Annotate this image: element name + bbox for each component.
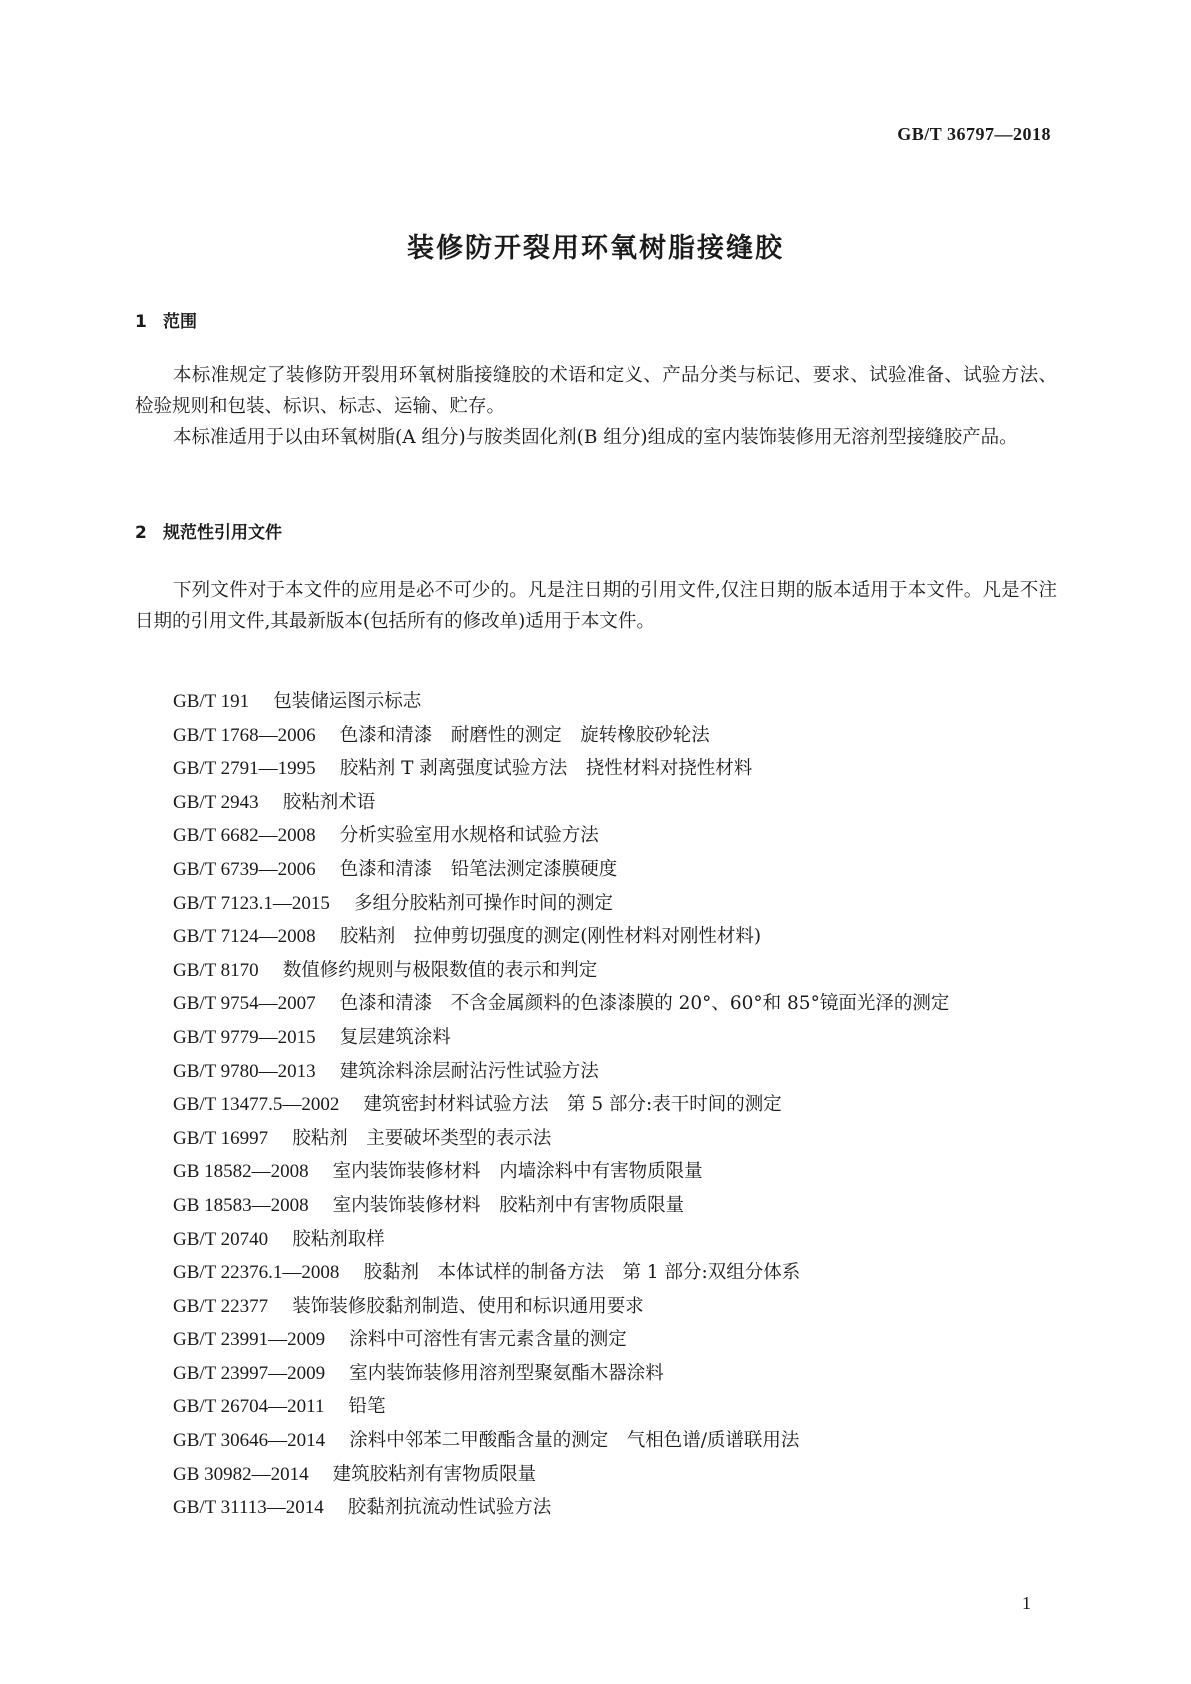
reference-item xyxy=(173,954,949,988)
reference-title: 涂料中邻苯二甲酸酯含量的测定 气相色谱/质谱联用法 xyxy=(349,1430,800,1452)
reference-title: 室内装饰装修材料 内墙涂料中有害物质限量 xyxy=(332,1161,703,1183)
reference-title: 色漆和清漆 不含金属颜料的色漆漆膜的 20°、60°和 85°镜面光泽的测定 xyxy=(339,993,950,1015)
reference-title: 铅笔 xyxy=(348,1396,386,1418)
scope-paragraph-1: 本标准规定了装修防开裂用环氧树脂接缝胶的术语和定义、产品分类与标记、要求、试验准备、试验方法、检验规则和包装、标识、标志、运输、贮存。 xyxy=(135,365,1057,417)
section-number: 1 xyxy=(135,312,147,332)
page-number: 1 xyxy=(1022,1593,1031,1613)
reference-title: 胶粘剂取样 xyxy=(292,1228,385,1250)
reference-item xyxy=(173,1357,949,1391)
reference-code: GB/T 9779—2015 xyxy=(173,1026,316,1048)
reference-title: 胶粘剂 T 剥离强度试验方法 挠性材料对挠性材料 xyxy=(339,758,753,780)
reference-title: 胶黏剂 本体试样的制备方法 第 1 部分:双组分体系 xyxy=(363,1262,801,1284)
reference-title: 多组分胶粘剂可操作时间的测定 xyxy=(353,892,613,914)
reference-title: 建筑胶粘剂有害物质限量 xyxy=(332,1463,537,1485)
reference-item xyxy=(173,685,949,719)
reference-title: 胶粘剂术语 xyxy=(282,791,376,813)
reference-code: GB/T 2791—1995 xyxy=(173,758,316,780)
reference-code: GB/T 22377 xyxy=(173,1295,269,1317)
reference-item xyxy=(173,752,949,786)
reference-code: GB 18582—2008 xyxy=(173,1161,309,1183)
references-intro-paragraph: 下列文件对于本文件的应用是必不可少的。凡是注日期的引用文件,仅注日期的版本适用于本文件。凡是不注日期的引用文件,其最新版本(包括所有的修改单)适用于本文件。 xyxy=(135,580,1057,632)
reference-code: GB/T 30646—2014 xyxy=(173,1430,326,1452)
section-number: 2 xyxy=(135,523,147,543)
reference-code: GB/T 8170 xyxy=(173,959,259,981)
reference-title: 胶粘剂 拉伸剪切强度的测定(刚性材料对刚性材料) xyxy=(339,926,762,948)
reference-title: 复层建筑涂料 xyxy=(339,1026,451,1048)
reference-title: 包装储运图示标志 xyxy=(273,691,422,712)
reference-item xyxy=(173,819,949,853)
reference-code: GB/T 23997—2009 xyxy=(173,1362,326,1384)
scope-paragraph-2: 本标准适用于以由环氧树脂(A 组分)与胺类固化剂(B 组分)组成的室内装饰装修用无溶剂型接缝胶产品。 xyxy=(173,427,1018,448)
reference-item xyxy=(173,853,949,887)
standard-code: GB/T 36797—2018 xyxy=(897,124,1051,144)
reference-item xyxy=(173,1155,949,1189)
reference-title: 色漆和清漆 耐磨性的测定 旋转橡胶砂轮法 xyxy=(339,724,710,746)
section-heading-normative-references xyxy=(135,518,282,543)
reference-item xyxy=(173,1189,949,1223)
reference-code: GB/T 22376.1—2008 xyxy=(173,1262,340,1284)
reference-item xyxy=(173,1055,949,1089)
reference-item xyxy=(173,786,949,820)
document-title: 装修防开裂用环氧树脂接缝胶 xyxy=(407,233,784,264)
section-heading-scope xyxy=(135,307,197,332)
reference-title: 装饰装修胶黏剂制造、使用和标识通用要求 xyxy=(292,1295,644,1317)
reference-title: 数值修约规则与极限数值的表示和判定 xyxy=(282,959,598,981)
reference-item xyxy=(173,920,949,954)
reference-code: GB/T 7124—2008 xyxy=(173,926,316,948)
reference-title: 涂料中可溶性有害元素含量的测定 xyxy=(349,1329,627,1351)
reference-title: 分析实验室用水规格和试验方法 xyxy=(339,825,599,847)
reference-code: GB 30982—2014 xyxy=(173,1463,309,1485)
reference-code: GB/T 20740 xyxy=(173,1228,269,1250)
reference-item xyxy=(173,1122,949,1156)
reference-code: GB/T 26704—2011 xyxy=(173,1396,325,1418)
reference-code: GB/T 1768—2006 xyxy=(173,724,316,746)
reference-title: 胶粘剂 主要破坏类型的表示法 xyxy=(292,1127,552,1149)
reference-list xyxy=(173,685,949,1525)
reference-title: 胶黏剂抗流动性试验方法 xyxy=(347,1497,552,1519)
section-title: 规范性引用文件 xyxy=(163,523,282,543)
reference-code: GB/T 9780—2013 xyxy=(173,1060,316,1082)
reference-item xyxy=(173,1390,949,1424)
reference-code: GB 18583—2008 xyxy=(173,1194,309,1216)
reference-item xyxy=(173,887,949,921)
reference-title: 室内装饰装修材料 胶粘剂中有害物质限量 xyxy=(332,1194,685,1216)
reference-code: GB/T 31113—2014 xyxy=(173,1497,324,1519)
reference-item xyxy=(173,1424,949,1458)
reference-code: GB/T 191 xyxy=(173,691,250,712)
reference-code: GB/T 23991—2009 xyxy=(173,1329,326,1351)
reference-item xyxy=(173,1290,949,1324)
reference-item xyxy=(173,1223,949,1257)
reference-code: GB/T 9754—2007 xyxy=(173,993,316,1015)
reference-title: 室内装饰装修用溶剂型聚氨酯木器涂料 xyxy=(349,1362,664,1384)
reference-title: 色漆和清漆 铅笔法测定漆膜硬度 xyxy=(339,858,618,880)
reference-item xyxy=(173,1458,949,1492)
reference-code: GB/T 16997 xyxy=(173,1127,269,1149)
reference-title: 建筑涂料涂层耐沾污性试验方法 xyxy=(339,1060,599,1082)
reference-item xyxy=(173,719,949,753)
reference-item xyxy=(173,1323,949,1357)
reference-code: GB/T 6682—2008 xyxy=(173,825,316,847)
reference-item xyxy=(173,1021,949,1055)
reference-item xyxy=(173,1491,949,1525)
reference-code: GB/T 13477.5—2002 xyxy=(173,1094,340,1116)
reference-code: GB/T 2943 xyxy=(173,791,259,813)
reference-title: 建筑密封材料试验方法 第 5 部分:表干时间的测定 xyxy=(363,1094,782,1116)
reference-item xyxy=(173,987,949,1021)
reference-code: GB/T 6739—2006 xyxy=(173,858,316,880)
reference-code: GB/T 7123.1—2015 xyxy=(173,892,330,914)
reference-item xyxy=(173,1256,949,1290)
section-title: 范围 xyxy=(163,312,197,332)
reference-item xyxy=(173,1088,949,1122)
